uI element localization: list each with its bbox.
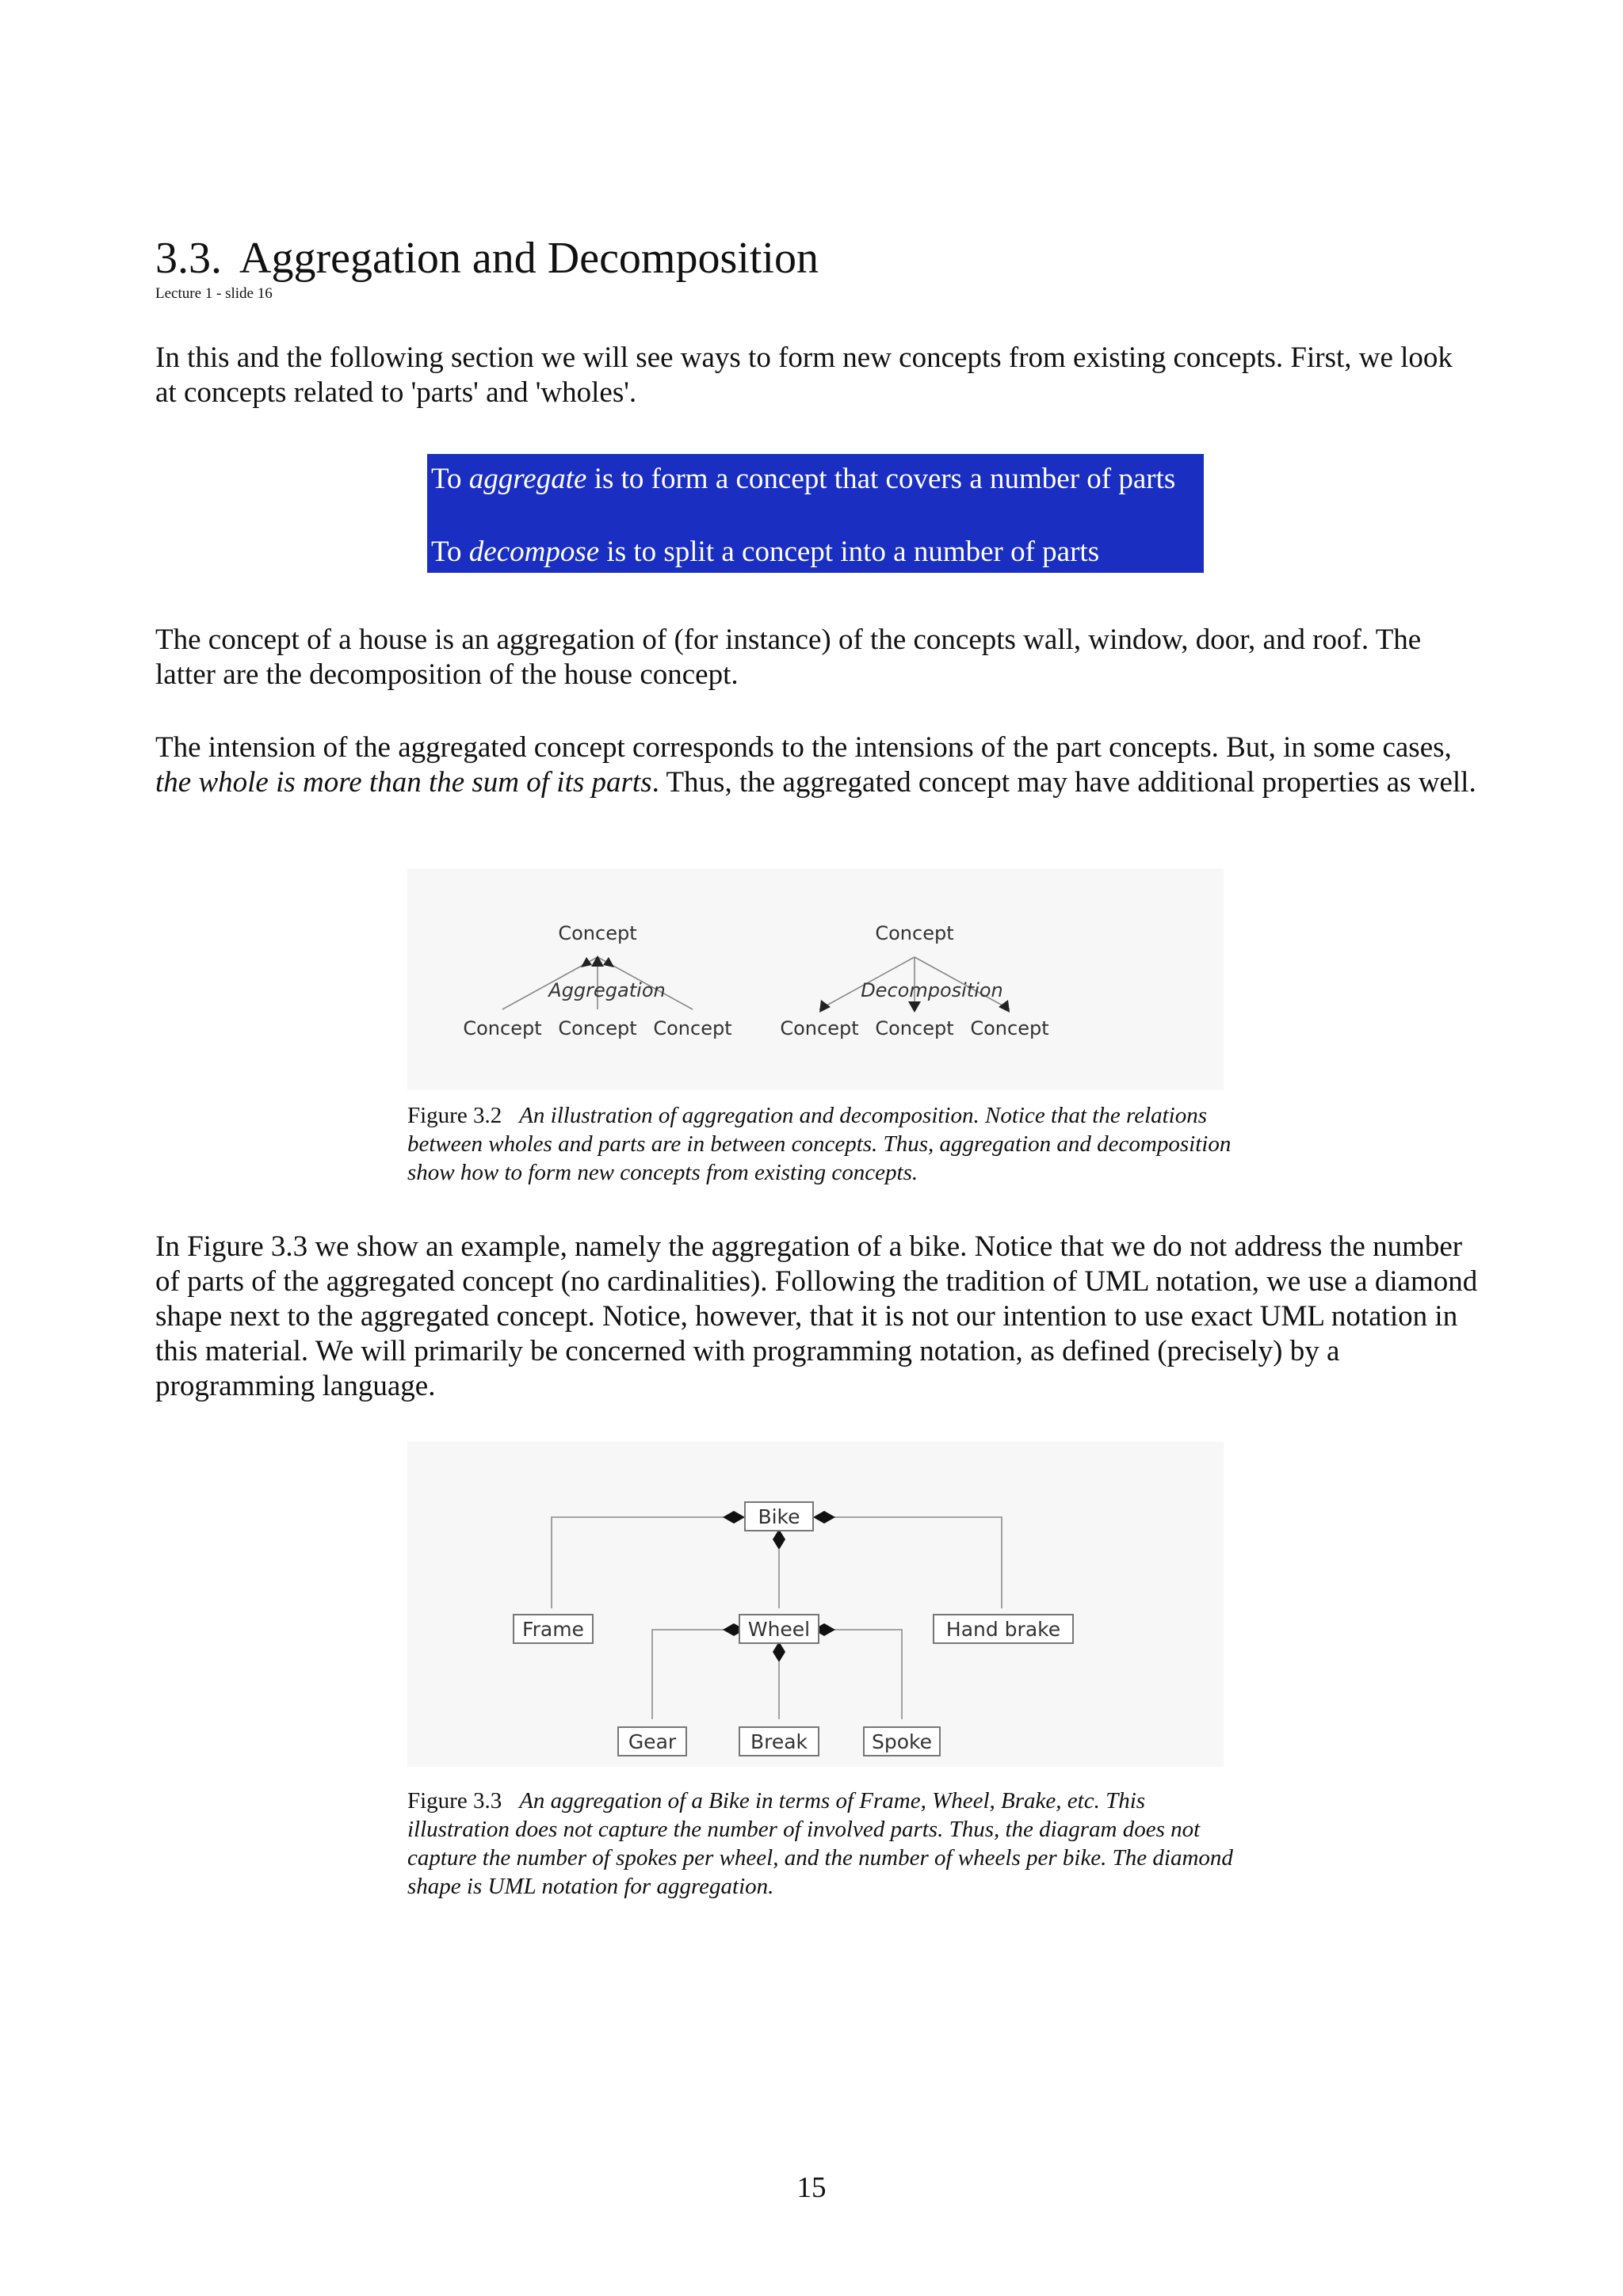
decomposition-label: Decomposition xyxy=(861,979,1003,1001)
aggregation-part-label: Concept xyxy=(653,1017,732,1039)
bike-aggregation-diagram xyxy=(407,1442,1224,1767)
aggregation-label: Aggregation xyxy=(548,979,666,1001)
intension-text: The intension of the aggregated concept corresponds to the intensions of the part concepts. But, in some cases, xyxy=(155,731,1452,764)
hand-brake-label: Hand brake xyxy=(945,1618,1061,1641)
figure-3-3-caption xyxy=(407,1787,1247,1901)
intro-paragraph: In this and the following section we will see ways to form new concepts from existing concepts. First, we look at concepts related to 'parts' and 'wholes'. xyxy=(155,341,1453,409)
figure-bike-aggregation xyxy=(407,1442,1224,1767)
wheel-label: Wheel xyxy=(747,1618,811,1641)
aggregation-decomposition-diagram xyxy=(407,868,1224,1090)
break-label: Break xyxy=(750,1730,808,1753)
decomposition-part-label: Concept xyxy=(780,1017,859,1039)
definition-term: decompose xyxy=(468,536,600,568)
definition-prefix: To xyxy=(431,536,469,568)
house-paragraph: The concept of a house is an aggregation of (for instance) of the concepts wall, window, door, and roof. The latter are the decomposition of the house concept. xyxy=(155,624,1422,691)
section-number: 3.3. xyxy=(155,234,222,283)
slide-reference: Lecture 1 - slide 16 xyxy=(155,285,273,302)
definition-rest: is to split a concept into a number of parts xyxy=(599,536,1100,568)
decomposition-whole-label: Concept xyxy=(875,922,954,944)
definition-prefix: To xyxy=(431,463,469,495)
spoke-label: Spoke xyxy=(871,1730,933,1753)
intension-paragraph xyxy=(155,730,1479,800)
decomposition-part-label: Concept xyxy=(970,1017,1049,1039)
aggregation-part-label: Concept xyxy=(463,1017,542,1039)
definition-term: aggregate xyxy=(468,463,587,495)
frame-label: Frame xyxy=(522,1618,584,1641)
intension-text: . Thus, the aggregated concept may have additional properties as well. xyxy=(651,766,1476,799)
definition-decompose xyxy=(431,535,1204,570)
gear-label: Gear xyxy=(628,1730,677,1753)
intension-emphasis: the whole is more than the sum of its parts xyxy=(155,766,652,799)
caption-text: An illustration of aggregation and decomposition. Notice that the relations between wholes and parts are in between concepts. Thus, aggregation and decomposition show how to form new concepts from existing concepts. xyxy=(407,1103,1232,1185)
definition-rest: is to form a concept that covers a number of parts xyxy=(586,463,1176,495)
page-number: 15 xyxy=(796,2172,827,2204)
aggregation-part-label: Concept xyxy=(558,1017,637,1039)
section-title: Aggregation and Decomposition xyxy=(239,234,819,283)
section-heading xyxy=(155,231,819,285)
definition-aggregate xyxy=(431,462,1204,497)
caption-text: An aggregation of a Bike in terms of Frame, Wheel, Brake, etc. This illustration does not capture the number of involved parts. Thus, the diagram does not capture the number of spokes per wheel, and the number of wheels per bike. The diamond shape is UML notation for aggregation. xyxy=(407,1788,1233,1899)
caption-label: Figure 3.3 xyxy=(407,1788,502,1814)
bike-paragraph: In Figure 3.3 we show an example, namely the aggregation of a bike. Notice that we do not address the number of parts of the aggregated concept (no cardinalities). Following the tradition of UML notation, we use a diamond shape next to the aggregated concept. Notice, however, that it is not our intention to use exact UML notation in this material. We will primarily be concerned with programming notation, as defined (precisely) by a programming language. xyxy=(155,1230,1478,1402)
figure-aggregation-decomposition xyxy=(407,868,1224,1090)
figure-3-2-caption xyxy=(407,1101,1247,1187)
caption-label: Figure 3.2 xyxy=(407,1103,502,1128)
decomposition-part-label: Concept xyxy=(875,1017,954,1039)
definition-box xyxy=(427,454,1204,573)
bike-label: Bike xyxy=(758,1505,800,1528)
aggregation-whole-label: Concept xyxy=(558,922,637,944)
